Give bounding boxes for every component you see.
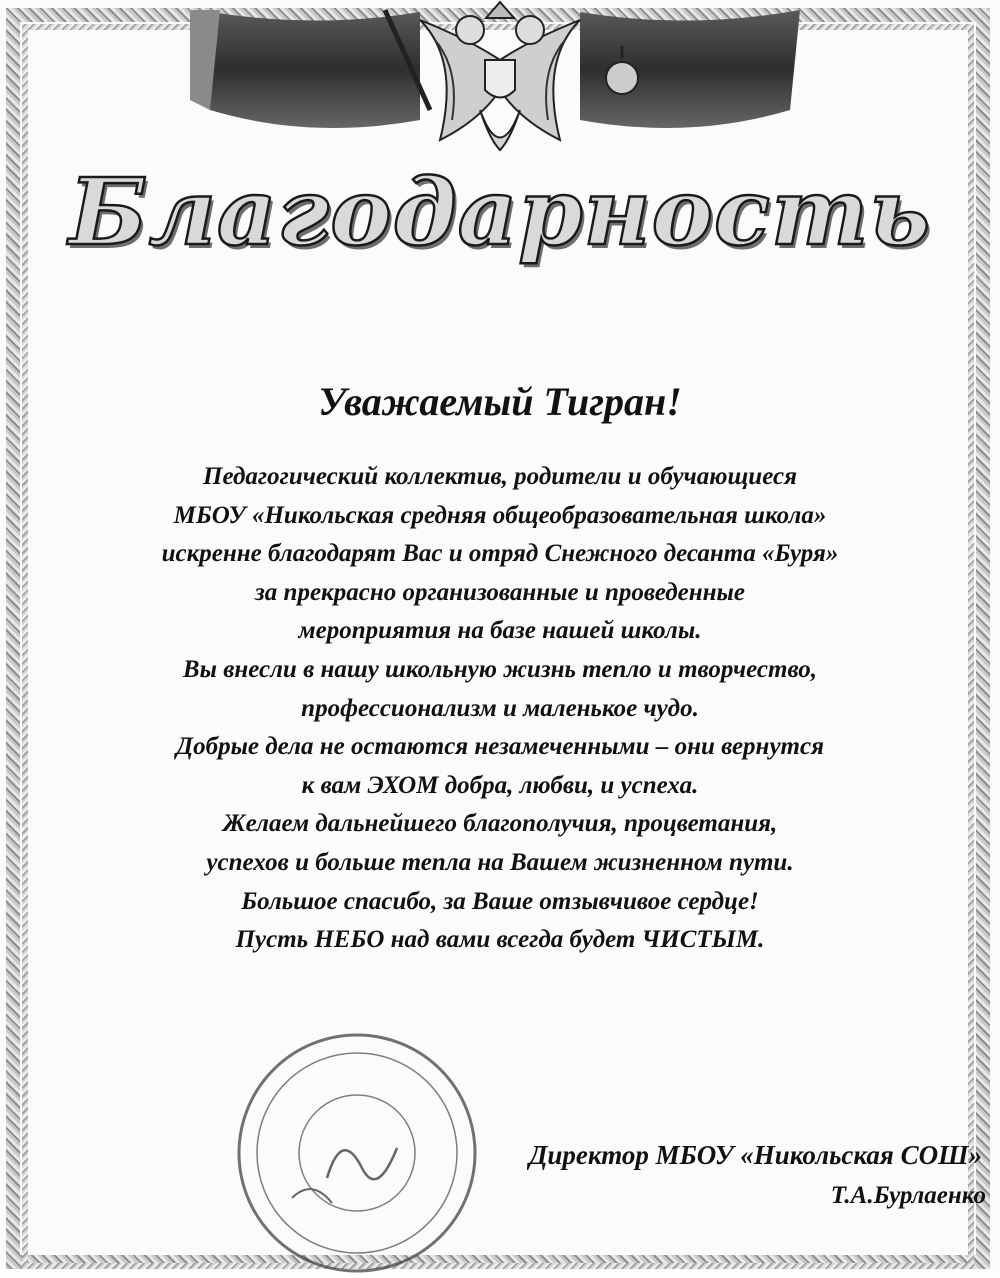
letter-line: Педагогический коллектив, родители и обучающиеся bbox=[203, 463, 797, 490]
letter-line: Добрые дела не остаются незамеченными – они вернутся bbox=[176, 733, 824, 761]
page-title: Благодарность bbox=[68, 158, 932, 266]
letter-body bbox=[30, 458, 970, 960]
letter-line: Пусть НЕБО над вами всегда будет ЧИСТЫМ. bbox=[235, 926, 765, 954]
letter-line: Вы внесли в нашу школьную жизнь тепло и творчество, bbox=[182, 655, 818, 683]
letter-line: мероприятия на базе нашей школы. bbox=[298, 617, 702, 645]
official-seal-icon bbox=[232, 1028, 482, 1278]
director-title: Директор МБОУ «Никольская СОШ» bbox=[528, 1140, 982, 1170]
letter-line: за прекрасно организованные и проведенные bbox=[255, 578, 745, 606]
letter-line: искренне благодарят Вас и отряд Снежного десанта «Буря» bbox=[161, 540, 839, 568]
letter-line: Большое спасибо, за Ваше отзывчивое сердце! bbox=[241, 887, 759, 915]
letter-line: к вам ЭХОМ добра, любви, и успеха. bbox=[301, 771, 699, 799]
director-name: Т.А.Бурлаенко bbox=[830, 1182, 986, 1209]
coat-of-arms-icon bbox=[190, 0, 810, 170]
letter-line: МБОУ «Никольская средняя общеобразовательная школа» bbox=[173, 501, 827, 529]
greeting: Уважаемый Тигран! bbox=[318, 379, 682, 424]
letter-line: успехов и больше тепла на Вашем жизненном пути. bbox=[206, 848, 794, 876]
letter-line: профессионализм и маленькое чудо. bbox=[301, 694, 699, 722]
letter-line: Желаем дальнейшего благополучия, процветания, bbox=[222, 810, 778, 838]
